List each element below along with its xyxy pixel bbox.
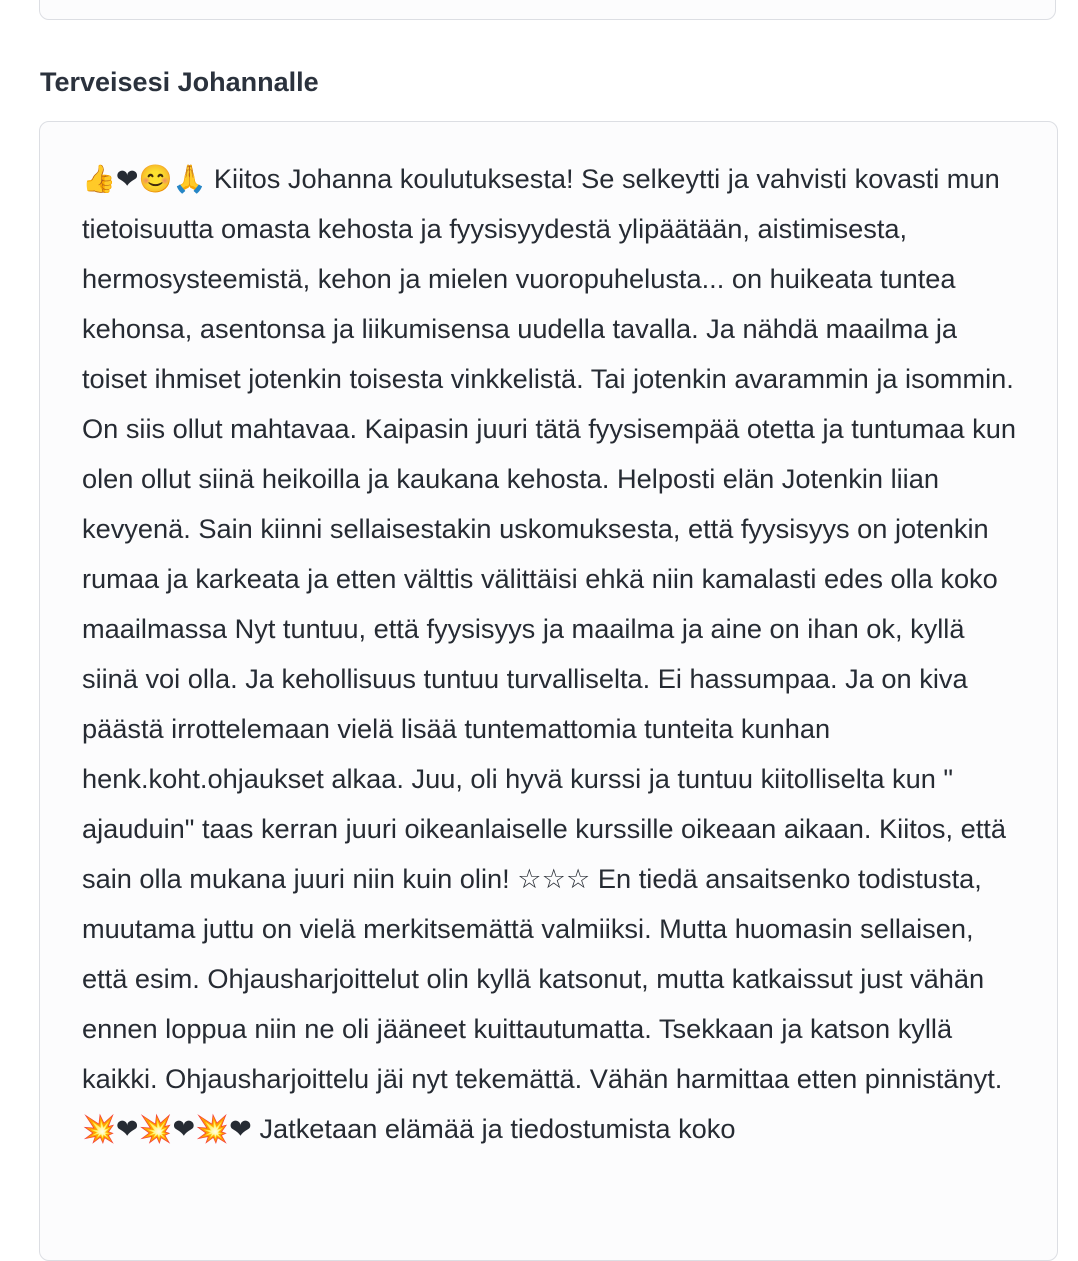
message-text: 👍❤😊🙏 Kiitos Johanna koulutuksesta! Se selkeytti ja vahvisti kovasti mun tietoisuutta omasta kehosta ja fyysisyydestä ylipäätään, aistimisesta, hermosysteemistä, kehon ja mielen vuoropuhelusta... on huikeata tuntea kehonsa, asentonsa ja liikumisensa uudella tavalla. Ja nähdä maailma ja toiset ihmiset jotenkin toisesta vinkkelistä. Tai jotenkin avarammin ja isommin. On siis ollut mahtavaa. Kaipasin juuri tätä fyysisempää otetta ja tuntumaa kun olen ollut siinä heikoilla ja kaukana kehosta. Helposti elän Jotenkin liian kevyenä. Sain kiinni sellaisestakin uskomuksesta, että fyysisyys on jotenkin rumaa ja karkeata ja etten välttis välittäisi ehkä niin kamalasti edes olla koko maailmassa Nyt tuntuu, että fyysisyys ja maailma ja aine on ihan ok, kyllä siinä voi olla. Ja kehollisuus tuntuu turvalliselta. Ei hassumpaa. Ja on kiva päästä irrottelemaan vielä lisää tuntemattomia tunteita kunhan henk.koht.ohjaukset alkaa. Juu, oli hyvä kurssi ja tuntuu kiitolliselta kun " ajauduin" taas kerran juuri oikeanlaiselle kurssille oikeaan aikaan. Kiitos, että sain olla mukana juuri niin kuin olin! ☆☆☆ En tiedä ansaitsenko todistusta, muutama juttu on vielä merkitsemättä valmiiksi. Mutta huomasin sellaisen, että esim. Ohjausharjoittelut olin kyllä katsonut, mutta katkaissut just vähän ennen loppua niin ne oli jääneet kuittautumatta. Tsekkaan ja katson kyllä kaikki. Ohjausharjoittelu jäi nyt tekemättä. Vähän harmittaa etten pinnistänyt. 💥❤💥❤💥❤ Jatketaan elämää ja tiedostumista koko bbox=[82, 163, 1016, 1144]
previous-card bbox=[39, 0, 1056, 20]
section-title: Terveisesi Johannalle bbox=[40, 67, 319, 97]
message-card bbox=[39, 121, 1058, 1261]
